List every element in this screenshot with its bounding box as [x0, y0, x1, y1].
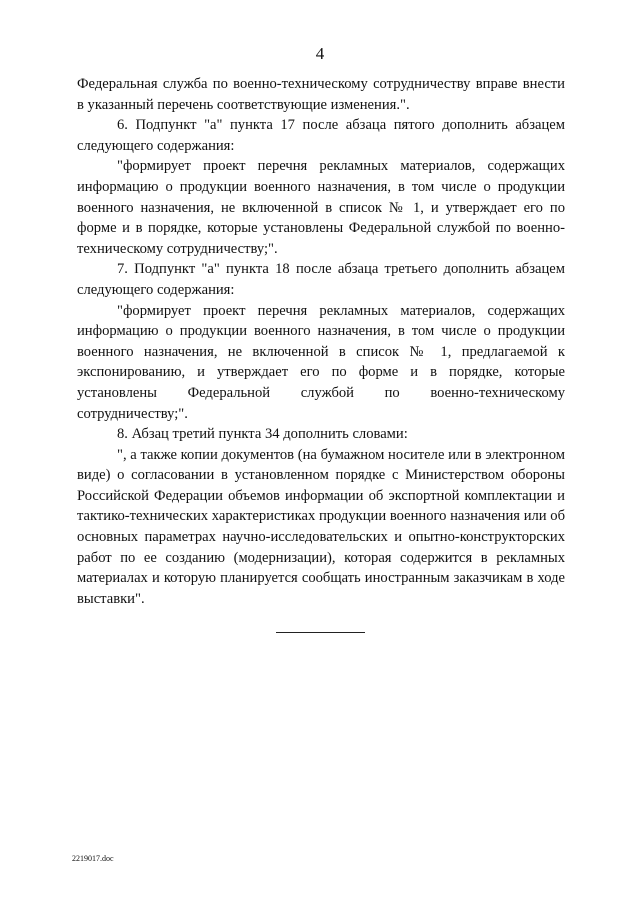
paragraph-5: "формирует проект перечня рекламных материалов, содержащих информацию о продукции военного назначения, в том числе о продукции военного назначения, не включенной в список № 1, предлагаемой к экспонированию, и утверждает его по форме и в порядке, которые установлены Федеральной службой по военно-техническому сотрудничеству;". [77, 302, 565, 422]
document-body [77, 74, 565, 609]
paragraph-6: 8. Абзац третий пункта 34 дополнить словами: [117, 426, 408, 443]
paragraph-3: "формирует проект перечня рекламных материалов, содержащих информацию о продукции военного назначения, в том числе о продукции военного назначения, не включенной в список № 1, и утверждает его по форме и в порядке, которые установлены Федеральной службой по военно-техническому сотрудничеству;". [77, 158, 565, 257]
paragraph-7: ", а также копии документов (на бумажном носителе или в электронном виде) о согласовании в установленном порядке с Министерством обороны Российской Федерации объемов информации об экспортной комплектации и тактико-технических характеристиках продукции военного назначения или об основных параметрах научно-исследовательских и опытно-конструкторских работ по ее созданию (модернизации), которая содержится в рекламных материалах и которую планируется сообщать иностранным заказчикам в ходе выставки". [77, 446, 565, 607]
page-number: 4 [315, 44, 325, 63]
separator-line [276, 632, 365, 633]
file-name: 2219017.doc [72, 854, 114, 863]
paragraph-2: 6. Подпункт "а" пункта 17 после абзаца пятого дополнить абзацем следующего содержания: [77, 117, 565, 154]
paragraph-1: Федеральная служба по военно-техническому сотрудничеству вправе внести в указанный перечень соответствующие изменения.". [77, 76, 565, 113]
paragraph-4: 7. Подпункт "а" пункта 18 после абзаца третьего дополнить абзацем следующего содержания: [77, 261, 565, 298]
